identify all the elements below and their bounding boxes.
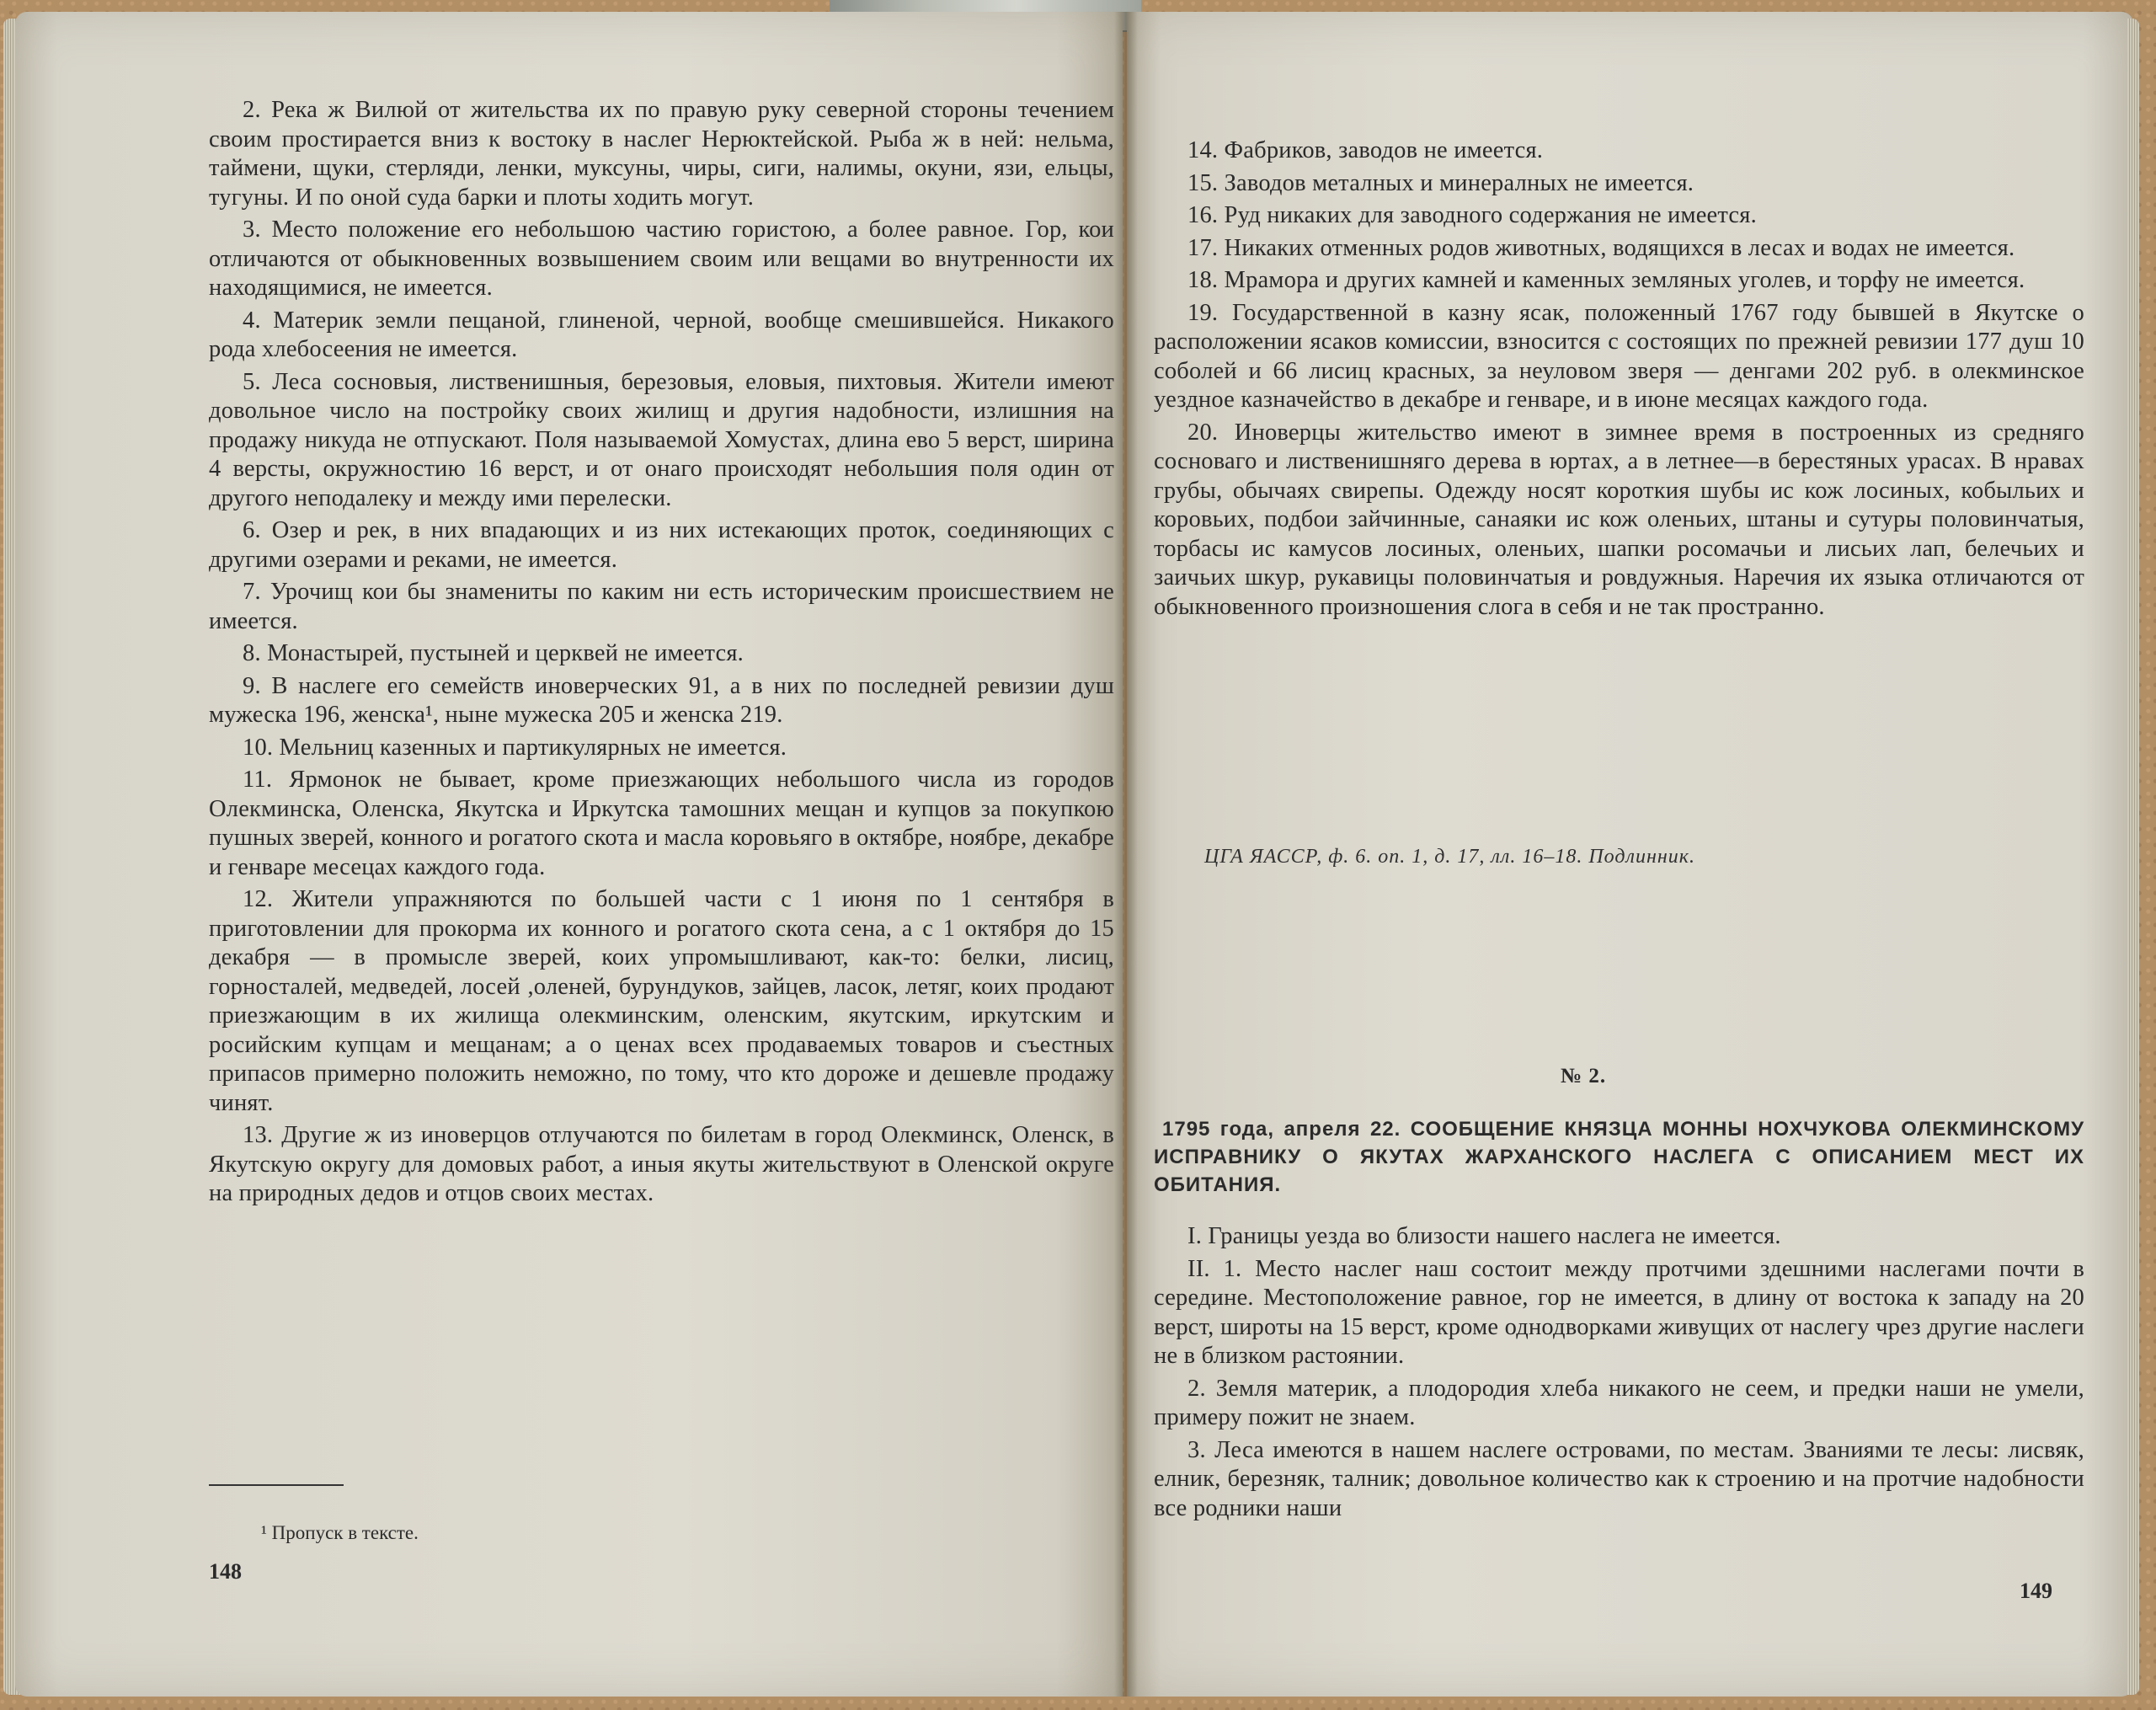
right-page-text — [1154, 136, 2084, 622]
paragraph: 4. Материк земли пещаной, глиненой, черной, вообще смешившейся. Никакого рода хлебосеения не имеется. — [209, 307, 1114, 362]
document-title: 1795 года, апреля 22. СООБЩЕНИЕ КНЯЗЦА МОННЫ НОХЧУКОВА ОЛЕКМИНСКОМУ ИСПРАВНИКУ О ЯКУТАХ ЖАРХАНСКОГО НАСЛЕГА С ОПИСАНИЕМ МЕСТ ИХ ОБИТАНИЯ. — [1154, 1118, 2084, 1196]
left-page-text — [209, 96, 1114, 1209]
paragraph: 2. Река ж Вилюй от жительства их по правую руку северной стороны течением своим простирается вниз к востоку в наслег Нерюктейской. Рыба ж в ней: нельма, таймени, щуки, стерляди, ленки, муксуны, чиры, сиги, налимы, окуни, язи, ельцы, тугуны. И по оной суда барки и плоты ходить могут. — [209, 97, 1114, 211]
paragraph: 7. Урочищ кои бы знамениты по каким ни есть историческим происшествием не имеется. — [209, 579, 1114, 634]
paragraph: 3. Место положение его небольшою частию гористою, а более равное. Гор, кои отличаются от обыкновенных возвышением своим или вещами во внутренности их находящимися, не имеется. — [209, 216, 1114, 301]
left-page — [15, 12, 1123, 1697]
right-page-text-2 — [1154, 1222, 2084, 1523]
paragraph: II. 1. Место наслег наш состоит между протчими здешними наслегами почти в середине. Местоположение равное, гор не имеется, в длину от востока к западу на 20 верст, широты на 15 верст, кроме однодворками живущих от наслегу чрез другие наслеги не в близком растоянии. — [1154, 1255, 2084, 1369]
paragraph: 3. Леса имеются в нашем наслеге островами, по местам. Званиями те лесы: лисвяк, елник, березняк, талник; довольное количество как к строению и на протчие надобности все родники наши — [1154, 1436, 2084, 1521]
footnote-divider — [209, 1484, 344, 1486]
footnote: ¹ Пропуск в тексте. — [261, 1522, 419, 1543]
paragraph: 17. Никаких отменных родов животных, водящихся в лесах и водах не имеется. — [1187, 234, 2015, 261]
page-number-left: 148 — [209, 1559, 242, 1584]
paragraph: 8. Монастырей, пустыней и церквей не имеется. — [243, 640, 744, 666]
paragraph: 6. Озер и рек, в них впадающих и из них истекающих проток, соединяющих с другими озерами и реками, не имеется. — [209, 517, 1114, 573]
paragraph: 16. Руд никаких для заводного содержания не имеется. — [1187, 202, 1757, 228]
paragraph: I. Границы уезда во близости нашего наслега не имеется. — [1187, 1223, 1781, 1249]
paragraph: 14. Фабриков, заводов не имеется. — [1187, 137, 1544, 163]
paragraph: 5. Леса сосновыя, лиственишныя, березовыя, еловыя, пихтовыя. Жители имеют довольное число на постройку своих жилищ и другия надобности, излишния на продажу никуда не отпускают. Поля называемой Хомустах, длина ево 5 верст, ширина 4 версты, окружностию 16 верст, и от онаго происходят небольшия поля один от другого неподалеку и между ими перелески. — [209, 368, 1114, 511]
archive-source-citation: ЦГА ЯАССР, ф. 6. оп. 1, д. 17, лл. 16–18. Подлинник. — [1204, 846, 1696, 868]
paragraph: 2. Земля материк, а плодородия хлеба никакого не сеем, и предки наши не умели, примеру пожит не знаем. — [1154, 1375, 2084, 1430]
paragraph: 15. Заводов металных и минералных не имеется. — [1187, 169, 1694, 196]
document-number: № 2. — [1561, 1065, 1607, 1087]
paragraph: 19. Государственной в казну ясак, положенный 1767 году бывшей в Якутске о расположении ясаков комиссии, взносится с состоящих по прежней ревизии 177 душ 10 соболей и 66 лисиц красных, за неуловом зверя — денгами 202 руб. в олекминское уездное казначейство в декабре и генваре, и в июне месяцах каждого года. — [1154, 299, 2084, 413]
paragraph: 20. Иноверцы жительство имеют в зимнее время в построенных из средняго сосноваго и лиственишняго дерева в юртах, а в летнее—в берестяных урасах. В нравах грубы, обычаях свирепы. Одежду носят короткия шубы ис кож лосиных, кобыльих и коровьих, подбои зайчинные, санаяки ис кож оленьих, штаны и сутуры половинчатыя, торбасы ис камусов лосиных, оленьих, шапки росомачьи и лисьих лап, белечьих и заичьих шкур, рукавицы половинчатыя и ровдужныя. Наречия их языка отличаются от обыкновенного произношения слога в себя и не так пространно. — [1154, 419, 2084, 620]
paragraph: 13. Другие ж из иноверцов отлучаются по билетам в город Олекминск, Оленск, в Якутскую округу для домовых работ, а иныя якуты жительствуют в Оленской округе на природных дедов и отцов своих местах. — [209, 1122, 1114, 1206]
paragraph: 18. Мрамора и других камней и каменных земляных уголев, и торфу не имеется. — [1187, 267, 2025, 293]
paragraph: 12. Жители упражняются по большей части с 1 июня по 1 сентября в приготовлении для прокорма их конного и рогатого скота сена, а с 1 октября до 15 декабря — в промысле зверей, коих упромышливают, как-то: белки, лисиц, горносталей, медведей, лосей ,оленей, бурундуков, зайцев, ласок, летяг, коих продают приезжающим в их жилища олекминским, оленским, якутским, иркутским и росийским купцам и мещанам; а о ценах всех продаваемых товаров и съестных припасов примерно положить неможно, по тому, что кто дороже и дешевле продажу чинят. — [209, 886, 1114, 1116]
right-page — [1127, 12, 2133, 1697]
paragraph: 10. Мельниц казенных и партикулярных не имеется. — [243, 734, 787, 761]
paragraph: 9. В наслеге его семейств иноверческих 91, а в них по последней ревизии душ мужеска 196, женска¹, ныне мужеска 205 и женска 219. — [209, 672, 1114, 728]
page-number-right: 149 — [2020, 1579, 2052, 1603]
book-gutter — [1114, 12, 1138, 1697]
paragraph: 11. Ярмонок не бывает, кроме приезжающих небольшого числа из городов Олекминска, Оленска, Якутска и Иркутска тамошних мещан и купцов за покупкою пушных зверей, конного и рогатого скота и масла коровьяго в октябре, ноябре, декабре и генваре месецах каждого года. — [209, 767, 1114, 880]
page-edges-right — [2127, 19, 2139, 1695]
open-book — [15, 12, 2137, 1700]
